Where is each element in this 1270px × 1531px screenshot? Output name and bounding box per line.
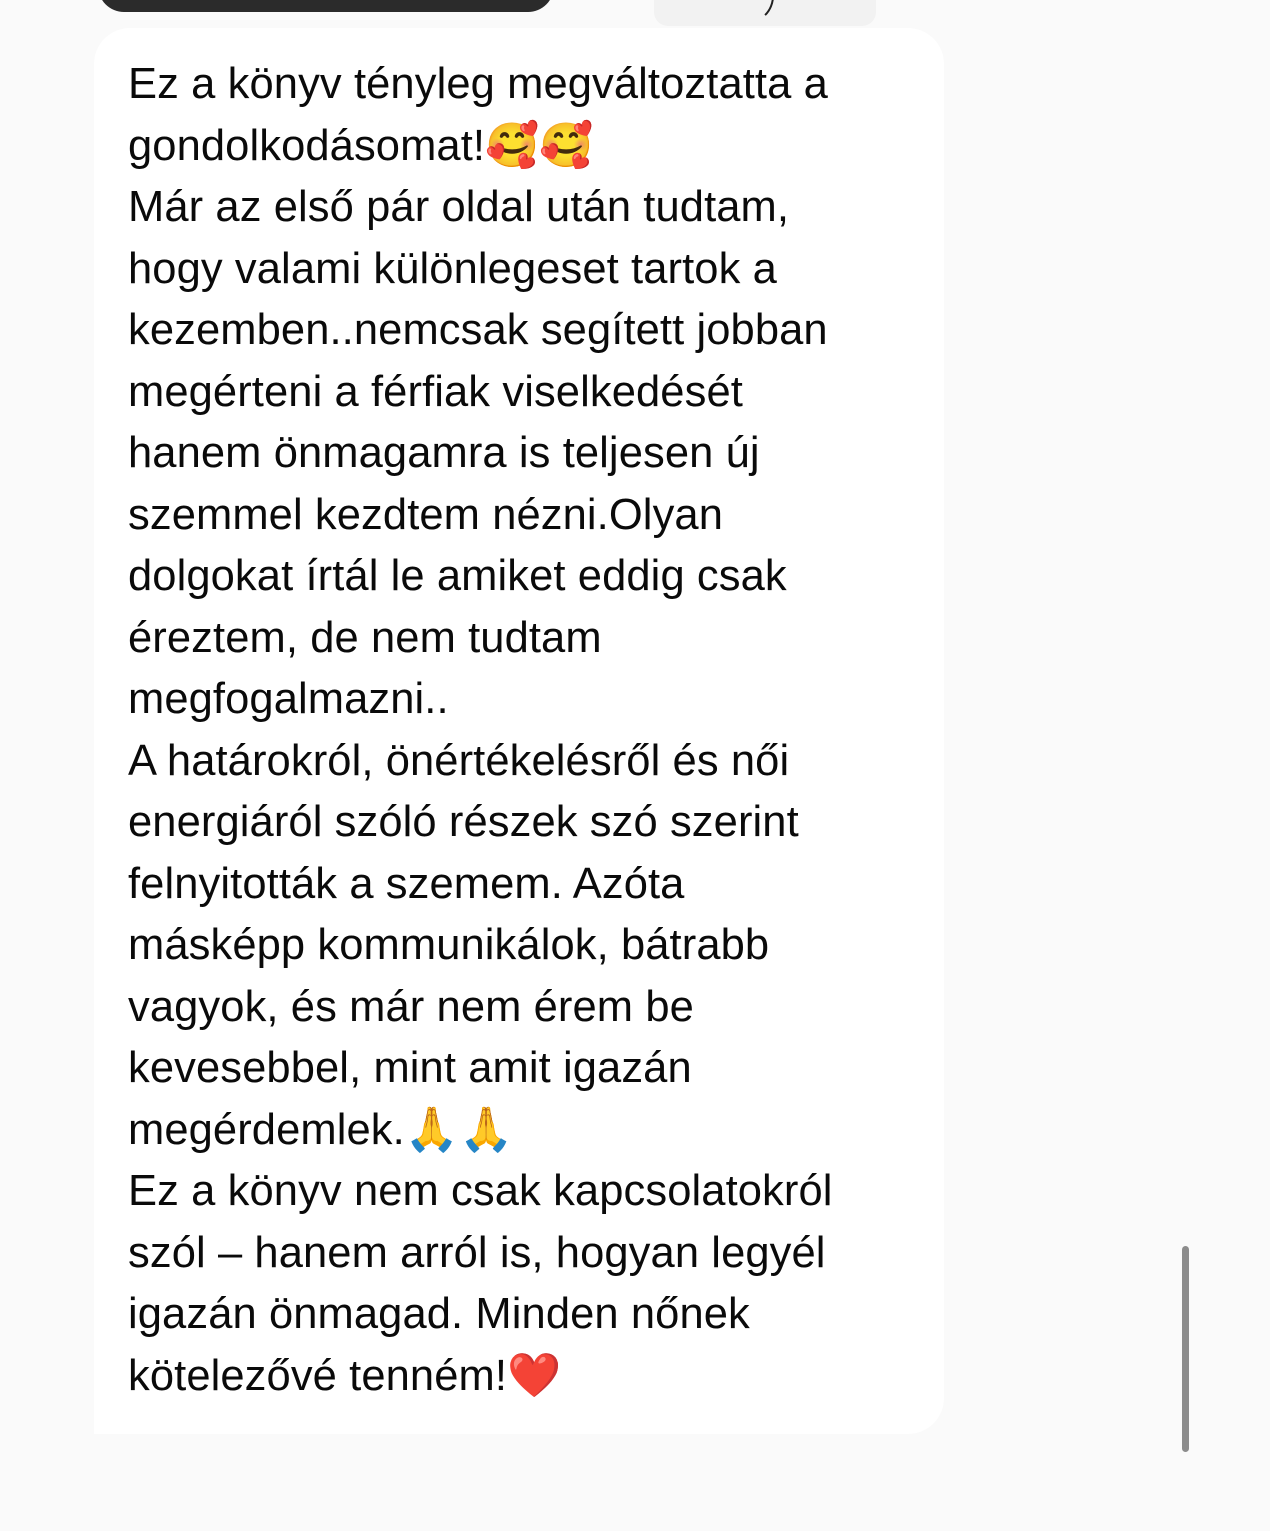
message-line: megérteni a férfiak viselkedését	[128, 367, 743, 416]
message-line: szemmel kezdtem nézni.Olyan	[128, 490, 724, 539]
message-line: megfogalmazni..	[128, 675, 449, 723]
message-bubble[interactable]	[94, 28, 944, 1434]
message-line: vagyok, és már nem érem be	[128, 982, 694, 1031]
message-line: A határokról, önértékelésről és női	[128, 736, 790, 785]
thumbnail-graphic	[718, 0, 774, 24]
message-line: felnyitották a szemem. Azóta	[128, 859, 685, 908]
message-line: kevesebbel, mint amit igazán	[128, 1044, 692, 1092]
message-line: szól – hanem arról is, hogyan legyél	[128, 1228, 826, 1277]
message-line: energiáról szóló részek szó szerint	[128, 798, 799, 846]
message-line: kötelezővé tenném!❤️	[128, 1351, 562, 1400]
message-line: kezemben..nemcsak segített jobban	[128, 306, 828, 354]
message-line: másképp kommunikálok, bátrabb	[128, 921, 770, 969]
message-line: Már az első pár oldal után tudtam,	[128, 183, 790, 231]
previous-media-thumbnail[interactable]	[654, 0, 876, 26]
message-line: éreztem, de nem tudtam	[128, 613, 602, 662]
message-line: Ez a könyv tényleg megváltoztatta a	[128, 60, 828, 108]
message-line: igazán önmagad. Minden nőnek	[128, 1290, 750, 1338]
message-line: dolgokat írtál le amiket eddig csak	[128, 552, 787, 600]
message-line: hanem önmagamra is teljesen új	[128, 429, 760, 477]
message-text	[128, 54, 928, 1407]
message-line: Ez a könyv nem csak kapcsolatokról	[128, 1167, 833, 1215]
message-line: megérdemlek.🙏🙏	[128, 1105, 514, 1154]
message-line: hogy valami különlegeset tartok a	[128, 244, 777, 293]
scrollbar[interactable]	[1182, 1246, 1189, 1452]
message-line: gondolkodásomat!🥰🥰	[128, 121, 594, 170]
previous-media-message[interactable]	[98, 0, 554, 12]
